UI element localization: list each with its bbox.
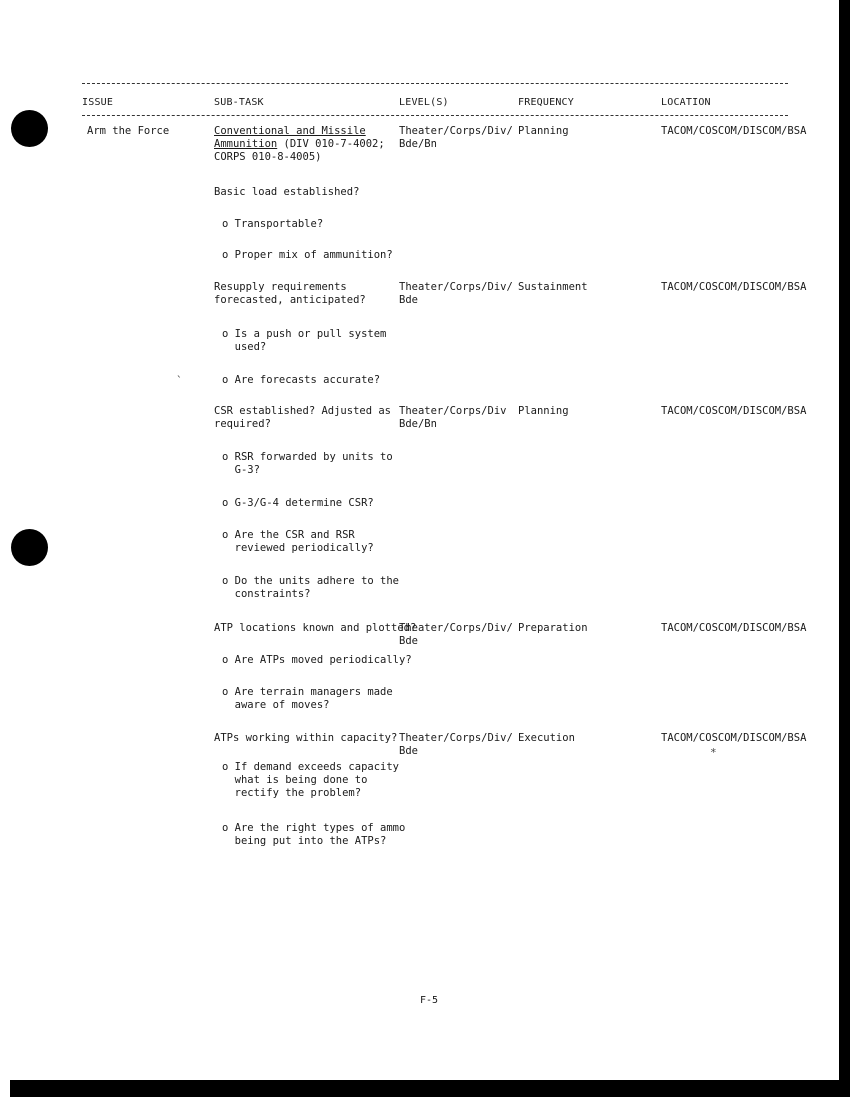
proper-mix-item: o Proper mix of ammunition? (222, 249, 393, 261)
csr-rsr-reviewed-item: o Are the CSR and RSR reviewed periodically? (222, 529, 374, 554)
basic-load-task: Basic load established? (214, 186, 360, 198)
page-number: F-5 (420, 995, 439, 1006)
punch-hole-top (11, 110, 48, 147)
header-frequency: FREQUENCY (518, 97, 574, 108)
subtask-title-line3: CORPS 010-8-4005) (214, 151, 322, 163)
csr-location: TACOM/COSCOM/DISCOM/BSA (661, 405, 807, 417)
rsr-forwarded-item: o RSR forwarded by units to G-3? (222, 451, 393, 476)
csr-task: CSR established? Adjusted as required? (214, 405, 392, 430)
header-issue: ISSUE (82, 97, 114, 108)
csr-levels: Theater/Corps/Div Bde/Bn (399, 405, 507, 430)
issue-text: Arm the Force (87, 125, 170, 137)
header-levels: LEVEL(S) (399, 97, 449, 108)
resupply-levels: Theater/Corps/Div/ Bde (399, 281, 513, 306)
resupply-frequency: Sustainment (518, 281, 588, 293)
punch-hole-middle (11, 529, 48, 566)
demand-exceeds-item: o If demand exceeds capacity what is being done to rectify the problem? (222, 761, 400, 799)
csr-frequency: Planning (518, 405, 569, 417)
row1-levels: Theater/Corps/Div/ Bde/Bn (399, 125, 513, 150)
constraints-item: o Do the units adhere to the constraints? (222, 575, 400, 600)
atps-levels: Theater/Corps/Div/ Bde (399, 732, 513, 757)
atp-location: TACOM/COSCOM/DISCOM/BSA (661, 622, 807, 634)
header-top-rule (82, 83, 788, 84)
atps-moved-item: o Are ATPs moved periodically? (222, 654, 412, 666)
subtask-title-ref: (DIV 010-7-4002; (277, 138, 385, 150)
terrain-managers-item: o Are terrain managers made aware of moves? (222, 686, 393, 711)
atps-location: TACOM/COSCOM/DISCOM/BSA (661, 732, 807, 744)
resupply-location: TACOM/COSCOM/DISCOM/BSA (661, 281, 807, 293)
transportable-item: o Transportable? (222, 218, 324, 230)
subtask-title-line1: Conventional and Missile (214, 125, 366, 137)
scan-right-edge (839, 0, 850, 1097)
row1-location: TACOM/COSCOM/DISCOM/BSA (661, 125, 807, 137)
atps-capacity-task: ATPs working within capacity? (214, 732, 398, 744)
atp-frequency: Preparation (518, 622, 588, 634)
subtask-title (214, 125, 385, 164)
right-types-ammo-item: o Are the right types of ammo being put into the ATPs? (222, 822, 406, 847)
atps-frequency: Execution (518, 732, 575, 744)
stray-asterisk: * (710, 746, 717, 759)
header-subtask: SUB-TASK (214, 97, 264, 108)
header-location: LOCATION (661, 97, 711, 108)
scan-bottom-edge (10, 1080, 850, 1097)
row1-frequency: Planning (518, 125, 569, 137)
atp-levels: Theater/Corps/Div/ Bde (399, 622, 513, 647)
forecasts-item: o Are forecasts accurate? (222, 374, 381, 386)
subtask-title-underlined: Ammunition (214, 138, 278, 150)
g3-g4-item: o G-3/G-4 determine CSR? (222, 497, 374, 509)
header-bottom-rule (82, 115, 788, 116)
stray-mark: ` (176, 374, 183, 387)
resupply-task: Resupply requirements forecasted, anticipated? (214, 281, 366, 306)
push-pull-item: o Is a push or pull system used? (222, 328, 387, 353)
atp-locations-task: ATP locations known and plotted? (214, 622, 417, 634)
